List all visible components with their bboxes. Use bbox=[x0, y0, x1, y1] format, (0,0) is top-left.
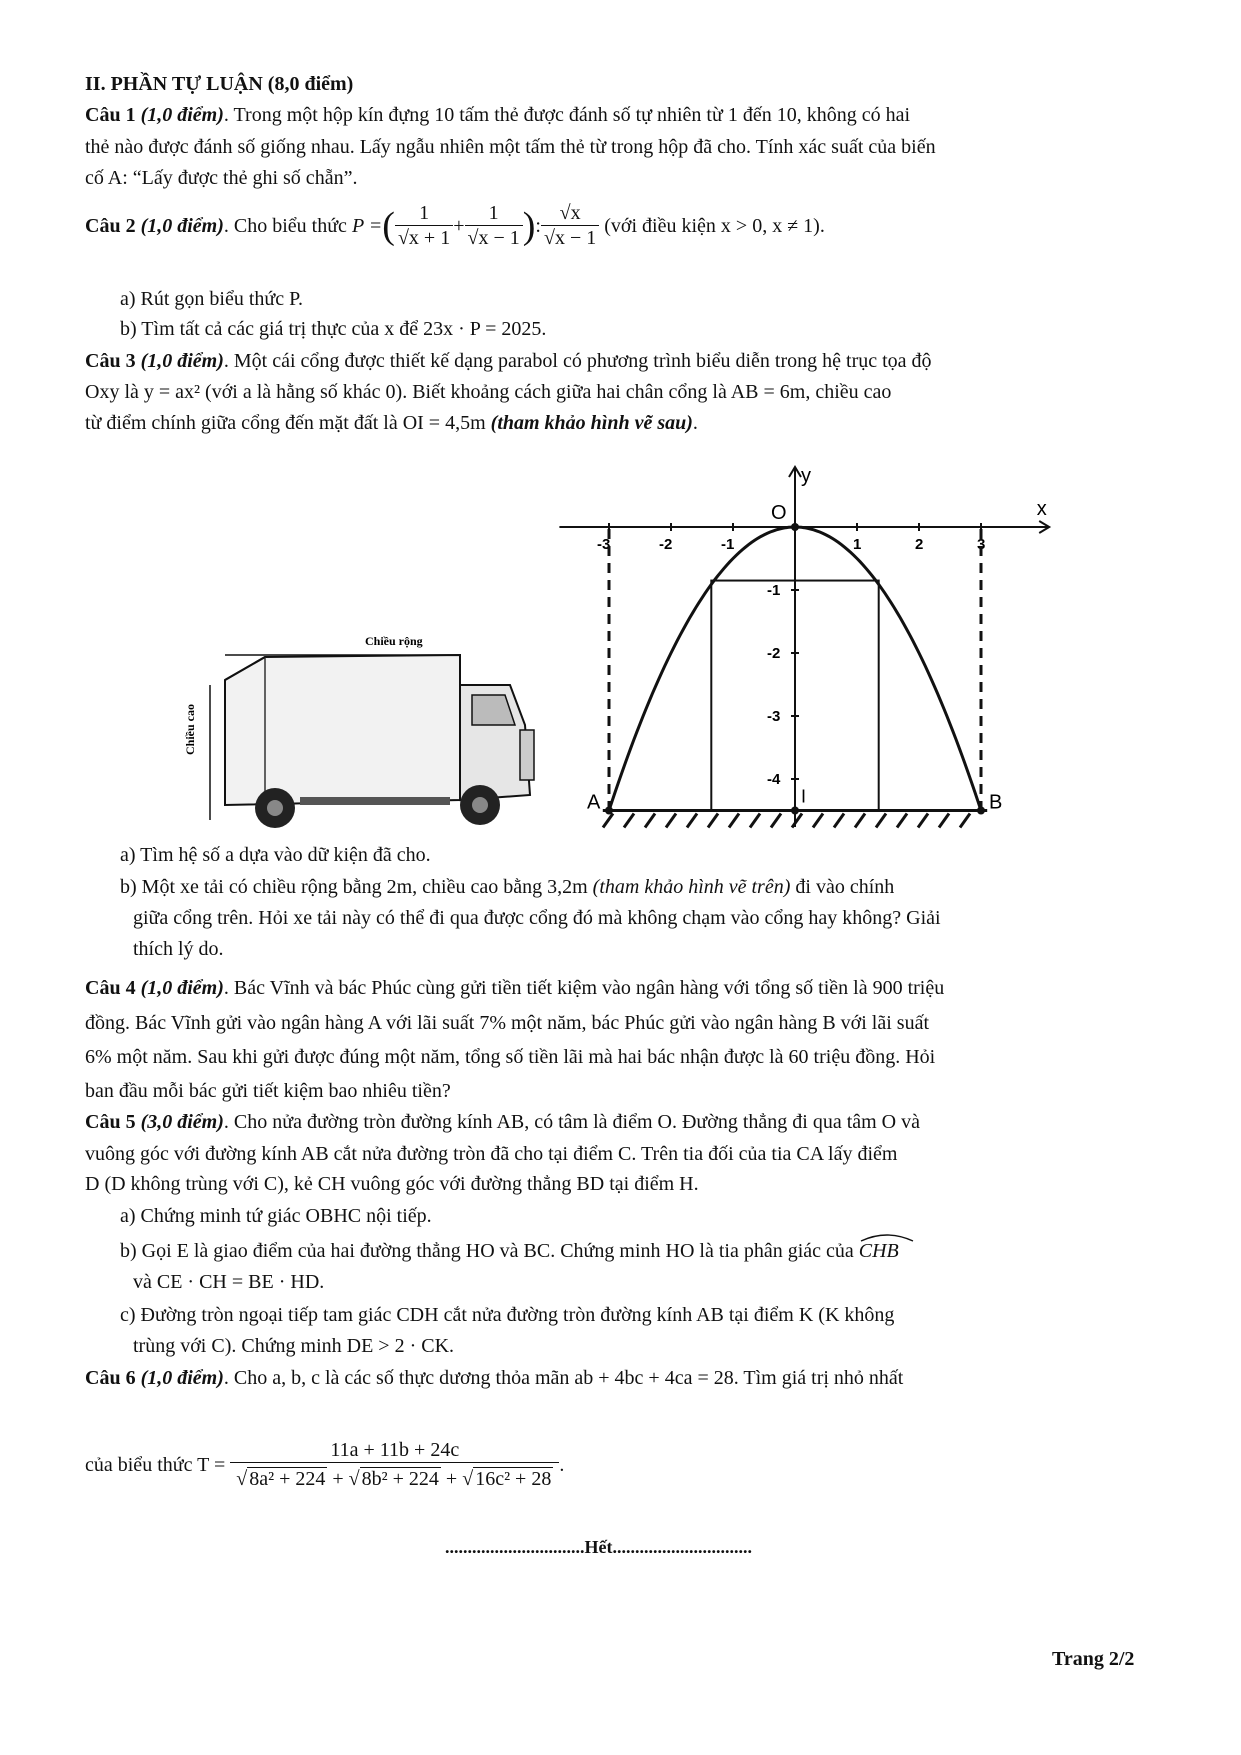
q4-head: Câu 4 bbox=[85, 977, 136, 999]
angle-chb bbox=[859, 1240, 899, 1263]
section-title: II. PHẦN TỰ LUẬN (8,0 điểm) bbox=[85, 73, 354, 95]
fraction-1-num: 1 bbox=[395, 202, 453, 226]
t-numerator: 11a + 11b + 24c bbox=[230, 1439, 559, 1463]
q6-head: Câu 6 bbox=[85, 1367, 136, 1389]
q2-condition: (với điều kiện x > 0, x ≠ 1). bbox=[604, 214, 825, 237]
q5-line-1 bbox=[85, 1111, 920, 1134]
point-i-label: I bbox=[801, 786, 807, 807]
q3-b-ref: (tham khảo hình vẽ trên) bbox=[592, 876, 791, 898]
fraction-3-den: √x − 1 bbox=[543, 227, 597, 249]
t-root-2: 8b² + 224 bbox=[361, 1468, 439, 1490]
y-tick-label: -2 bbox=[767, 645, 781, 662]
ground-hatch bbox=[645, 814, 655, 828]
q1-head: Câu 1 bbox=[85, 104, 136, 126]
y-tick-label: -3 bbox=[767, 708, 781, 725]
fraction-1-den: √x + 1 bbox=[397, 227, 451, 249]
x-tick-label: -3 bbox=[597, 536, 611, 553]
q2-p-lhs: P = bbox=[351, 214, 383, 237]
ground-hatch bbox=[939, 814, 949, 828]
q4-line-1 bbox=[85, 977, 944, 1000]
right-paren: ) bbox=[522, 205, 536, 247]
q3-ref: (tham khảo hình vẽ sau) bbox=[490, 412, 693, 434]
q1-line-1 bbox=[85, 104, 910, 127]
ground-hatch bbox=[834, 814, 844, 828]
ground-hatch bbox=[918, 814, 928, 828]
q3-line-3 bbox=[85, 412, 698, 435]
ground-hatch bbox=[708, 814, 718, 828]
t-end: . bbox=[559, 1453, 565, 1476]
q3-text-3a: từ điểm chính giữa cổng đến mặt đất là OI = 4,5m bbox=[85, 412, 491, 434]
q3-text-3c: . bbox=[692, 412, 698, 434]
point-i bbox=[791, 807, 799, 815]
angle-chb-label: CHB bbox=[858, 1240, 899, 1262]
q3-head: Câu 3 bbox=[85, 350, 136, 372]
q3-part-a: a) Tìm hệ số a dựa vào dữ kiện đã cho. bbox=[120, 844, 431, 866]
x-tick-label: 2 bbox=[915, 536, 924, 553]
fraction-1 bbox=[395, 202, 453, 250]
q1-line-3: cố A: “Lấy được thẻ ghi số chẵn”. bbox=[85, 167, 358, 189]
ground-hatch bbox=[603, 814, 613, 828]
q4-line-3: 6% một năm. Sau khi gửi được đúng một năm, tổng số tiền lãi mà hai bác nhận được là 60 triệu đồng. Hỏi bbox=[85, 1046, 936, 1068]
ground-hatch bbox=[666, 814, 676, 828]
q2-intro: . Cho biểu thức bbox=[223, 214, 347, 237]
colon-sign: : bbox=[535, 214, 541, 237]
ground-hatch bbox=[792, 814, 802, 828]
point-a-label: A bbox=[587, 791, 601, 814]
ground-hatch bbox=[729, 814, 739, 828]
t-fraction bbox=[230, 1439, 559, 1491]
q3-b-text-1: b) Một xe tải có chiều rộng bằng 2m, chiều cao bằng 3,2m bbox=[120, 876, 593, 898]
ground-hatch bbox=[855, 814, 865, 828]
q5-points: (3,0 điểm) bbox=[140, 1111, 224, 1133]
q1-line-2: thẻ nào được đánh số giống nhau. Lấy ngẫu nhiên một tấm thẻ từ trong hộp đã cho. Tính xác suất của biến bbox=[85, 136, 936, 158]
point-b-label: B bbox=[989, 791, 1003, 814]
q4-text-1: . Bác Vĩnh và bác Phúc cùng gửi tiền tiết kiệm vào ngân hàng với tổng số tiền là 900 triệu bbox=[223, 977, 945, 999]
y-tick-label: -1 bbox=[767, 582, 781, 599]
fraction-2-den: √x − 1 bbox=[467, 227, 520, 249]
end-mark: ...............................Hết............................... bbox=[445, 1537, 752, 1557]
x-tick-label: -2 bbox=[659, 536, 673, 553]
ground-hatch bbox=[687, 814, 697, 828]
left-paren: ( bbox=[382, 205, 395, 247]
q1-text-1: . Trong một hộp kín đựng 10 tấm thẻ được đánh số tự nhiên từ 1 đến 10, không có hai bbox=[223, 104, 911, 126]
q5-part-c-line-2: trùng với C). Chứng minh DE > 2 · CK. bbox=[133, 1335, 455, 1357]
t-plus-2: + bbox=[445, 1468, 458, 1490]
q3-line-1 bbox=[85, 350, 932, 373]
q5-part-a: a) Chứng minh tứ giác OBHC nội tiếp. bbox=[120, 1205, 432, 1227]
point-o bbox=[791, 523, 799, 531]
q5-part-c-line-1: c) Đường tròn ngoại tiếp tam giác CDH cắt nửa đường tròn đường kính AB tại điểm K (K không bbox=[120, 1304, 895, 1326]
truck-width-label: Chiều rộng bbox=[365, 634, 423, 648]
q2-line-1 bbox=[85, 196, 825, 256]
parabola-gate-figure bbox=[470, 455, 1090, 835]
q1-points: (1,0 điểm) bbox=[140, 104, 224, 126]
ground-hatch bbox=[897, 814, 907, 828]
q3-part-b-line-3: thích lý do. bbox=[133, 938, 224, 960]
y-axis-label: y bbox=[801, 465, 811, 487]
q6-text-2: của biểu thức T = bbox=[85, 1453, 226, 1476]
q3-part-b-line-1 bbox=[120, 876, 894, 899]
ground-hatch bbox=[960, 814, 970, 828]
q6-line-2 bbox=[85, 1425, 564, 1505]
q5-line-3: D (D không trùng với C), kẻ CH vuông góc với đường thẳng BD tại điểm H. bbox=[85, 1173, 699, 1195]
ground-hatch bbox=[876, 814, 886, 828]
q2-head: Câu 2 bbox=[85, 214, 136, 237]
x-axis-label: x bbox=[1036, 498, 1047, 520]
q3-line-2: Oxy là y = ax² (với a là hằng số khác 0). Biết khoảng cách giữa hai chân cổng là AB = 6m, chiều cao bbox=[85, 381, 892, 403]
q4-line-4: ban đầu mỗi bác gửi tiết kiệm bao nhiêu tiền? bbox=[85, 1080, 451, 1102]
x-tick-label: -1 bbox=[721, 536, 735, 553]
q4-line-2: đồng. Bác Vĩnh gửi vào ngân hàng A với lãi suất 7% một năm, bác Phúc gửi vào ngân hàng B với lãi suất bbox=[85, 1012, 930, 1034]
angle-arc-icon bbox=[859, 1232, 915, 1242]
fraction-3 bbox=[541, 202, 599, 250]
q5-part-b-line-2: và CE · CH = BE · HD. bbox=[133, 1271, 325, 1293]
ground-hatch bbox=[813, 814, 823, 828]
point-a bbox=[605, 807, 613, 815]
fraction-2-num: 1 bbox=[465, 202, 523, 226]
x-tick-label: 1 bbox=[853, 536, 862, 553]
point-b bbox=[977, 807, 985, 815]
t-plus-1: + bbox=[332, 1468, 344, 1490]
t-root-1: 8a² + 224 bbox=[249, 1468, 326, 1490]
truck-height-label: Chiều cao bbox=[183, 704, 197, 755]
q5-text-1: . Cho nửa đường tròn đường kính AB, có tâm là điểm O. Đường thẳng đi qua tâm O và bbox=[223, 1111, 921, 1133]
y-tick-label: -4 bbox=[767, 771, 781, 788]
x-tick-label: 3 bbox=[977, 536, 986, 553]
ground-hatch bbox=[750, 814, 760, 828]
fraction-3-num: √x bbox=[541, 202, 599, 226]
q5-head: Câu 5 bbox=[85, 1111, 136, 1133]
ground-hatch bbox=[624, 814, 634, 828]
origin-label: O bbox=[771, 502, 787, 524]
ground-hatch bbox=[771, 814, 781, 828]
q5-line-2: vuông góc với đường kính AB cắt nửa đường tròn đã cho tại điểm C. Trên tia đối của tia CA lấy điểm bbox=[85, 1143, 898, 1165]
q2-part-a: a) Rút gọn biểu thức P. bbox=[120, 288, 304, 310]
q6-line-1 bbox=[85, 1367, 903, 1390]
q2-part-b: b) Tìm tất cả các giá trị thực của x để 23x · P = 2025. bbox=[120, 318, 547, 340]
q3-points: (1,0 điểm) bbox=[140, 350, 224, 372]
t-denominator: √ 8a² + 224 + √ 8b² + 224 + √ 16c² + 28 bbox=[236, 1468, 552, 1490]
q3-text-1: . Một cái cổng được thiết kế dạng parabol có phương trình biểu diễn trong hệ trục tọa độ bbox=[223, 350, 932, 372]
q5-b-text: b) Gọi E là giao điểm của hai đường thẳng HO và BC. Chứng minh HO là tia phân giác của bbox=[120, 1240, 854, 1262]
q6-points: (1,0 điểm) bbox=[140, 1367, 224, 1389]
q5-part-b-line-1 bbox=[120, 1240, 899, 1263]
fraction-2 bbox=[465, 202, 523, 250]
q2-points: (1,0 điểm) bbox=[140, 214, 224, 237]
q4-points: (1,0 điểm) bbox=[140, 977, 224, 999]
q3-b-text-2: đi vào chính bbox=[790, 876, 895, 898]
q3-part-b-line-2: giữa cổng trên. Hỏi xe tải này có thể đi qua được cổng đó mà không chạm vào cổng hay không? Giải bbox=[133, 907, 941, 929]
q6-text-1: . Cho a, b, c là các số thực dương thỏa mãn ab + 4bc + 4ca = 28. Tìm giá trị nhỏ nhất bbox=[223, 1367, 904, 1389]
t-root-3: 16c² + 28 bbox=[475, 1468, 552, 1490]
plus-sign: + bbox=[453, 214, 465, 237]
page-number: Trang 2/2 bbox=[1052, 1648, 1135, 1670]
